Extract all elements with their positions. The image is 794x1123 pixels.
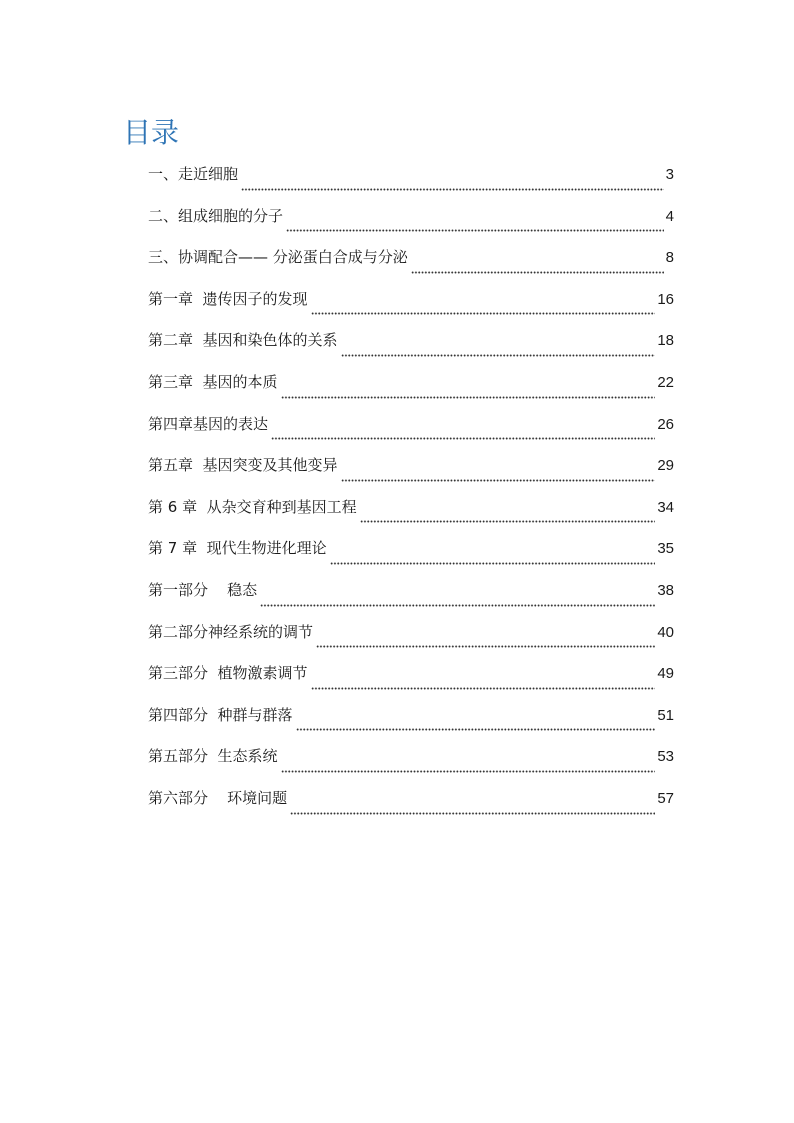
toc-dot-leader bbox=[330, 552, 656, 565]
toc-entry-label: 第一章 遗传因子的发现 bbox=[148, 289, 308, 308]
toc-dot-leader bbox=[271, 427, 655, 440]
toc-dot-leader bbox=[360, 510, 656, 523]
toc-entry-label: 第五章 基因突变及其他变异 bbox=[148, 456, 338, 475]
toc-entry[interactable] bbox=[148, 782, 674, 824]
toc-entry-label: 二、组成细胞的分子 bbox=[148, 206, 284, 225]
toc-entry[interactable] bbox=[148, 616, 674, 658]
toc-entry[interactable] bbox=[148, 740, 674, 782]
toc-entry[interactable] bbox=[148, 574, 674, 616]
toc-dot-leader bbox=[311, 302, 656, 315]
toc-dot-leader bbox=[260, 594, 655, 607]
toc-dot-leader bbox=[290, 802, 655, 815]
toc-entry[interactable] bbox=[148, 699, 674, 741]
toc-entry[interactable] bbox=[148, 449, 674, 491]
toc-entry[interactable] bbox=[148, 657, 674, 699]
toc-dot-leader bbox=[316, 635, 655, 648]
toc-entry-label: 第一部分 稳态 bbox=[148, 580, 258, 599]
toc-entry-label: 三、协调配合—— 分泌蛋白合成与分泌 bbox=[148, 248, 408, 267]
toc-entry-page: 22 bbox=[657, 373, 674, 391]
toc-list bbox=[148, 158, 674, 824]
toc-dot-leader bbox=[341, 344, 656, 357]
toc-dot-leader bbox=[411, 261, 664, 274]
toc-entry[interactable] bbox=[148, 158, 674, 200]
toc-entry[interactable] bbox=[148, 200, 674, 242]
toc-entry-page: 51 bbox=[657, 706, 674, 724]
toc-entry-page: 53 bbox=[657, 748, 674, 766]
toc-dot-leader bbox=[286, 219, 664, 232]
toc-dot-leader bbox=[296, 718, 656, 731]
toc-entry-label: 第三部分 植物激素调节 bbox=[148, 664, 308, 683]
toc-entry[interactable] bbox=[148, 366, 674, 408]
toc-entry-page: 38 bbox=[657, 581, 674, 599]
toc-dot-leader bbox=[341, 469, 656, 482]
toc-entry-page: 8 bbox=[665, 249, 674, 267]
toc-entry-page: 40 bbox=[657, 623, 674, 641]
toc-dot-leader bbox=[281, 386, 656, 399]
toc-entry-page: 34 bbox=[657, 498, 674, 516]
toc-entry-label: 一、走近细胞 bbox=[148, 165, 239, 183]
toc-entry-label: 第四章基因的表达 bbox=[148, 414, 269, 433]
toc-entry-label: 第四部分 种群与群落 bbox=[148, 705, 293, 724]
toc-entry-label: 第六部分 环境问题 bbox=[148, 788, 288, 807]
toc-entry[interactable] bbox=[148, 241, 674, 283]
toc-entry-label: 第 7 章 现代生物进化理论 bbox=[148, 539, 327, 558]
toc-entry-page: 16 bbox=[657, 290, 674, 308]
toc-dot-leader bbox=[311, 677, 656, 690]
toc-entry[interactable] bbox=[148, 408, 674, 450]
toc-dot-leader bbox=[241, 178, 664, 191]
toc-entry-label: 第 6 章 从杂交育种到基因工程 bbox=[148, 497, 357, 516]
toc-entry-page: 35 bbox=[657, 540, 674, 558]
toc-entry-page: 49 bbox=[657, 665, 674, 683]
toc-entry-page: 3 bbox=[665, 166, 674, 183]
toc-entry-label: 第三章 基因的本质 bbox=[148, 372, 278, 391]
toc-entry-label: 第二部分神经系统的调节 bbox=[148, 622, 314, 641]
toc-entry-page: 4 bbox=[665, 207, 674, 225]
toc-entry[interactable] bbox=[148, 283, 674, 325]
toc-title: 目录 bbox=[123, 116, 180, 149]
toc-entry-page: 18 bbox=[657, 332, 674, 350]
toc-entry-page: 26 bbox=[657, 415, 674, 433]
toc-entry-page: 29 bbox=[657, 457, 674, 475]
toc-entry[interactable] bbox=[148, 532, 674, 574]
toc-entry[interactable] bbox=[148, 324, 674, 366]
toc-dot-leader bbox=[281, 760, 656, 773]
toc-entry-label: 第五部分 生态系统 bbox=[148, 747, 278, 766]
toc-entry-label: 第二章 基因和染色体的关系 bbox=[148, 331, 338, 350]
toc-entry-page: 57 bbox=[657, 789, 674, 807]
toc-entry[interactable] bbox=[148, 491, 674, 533]
